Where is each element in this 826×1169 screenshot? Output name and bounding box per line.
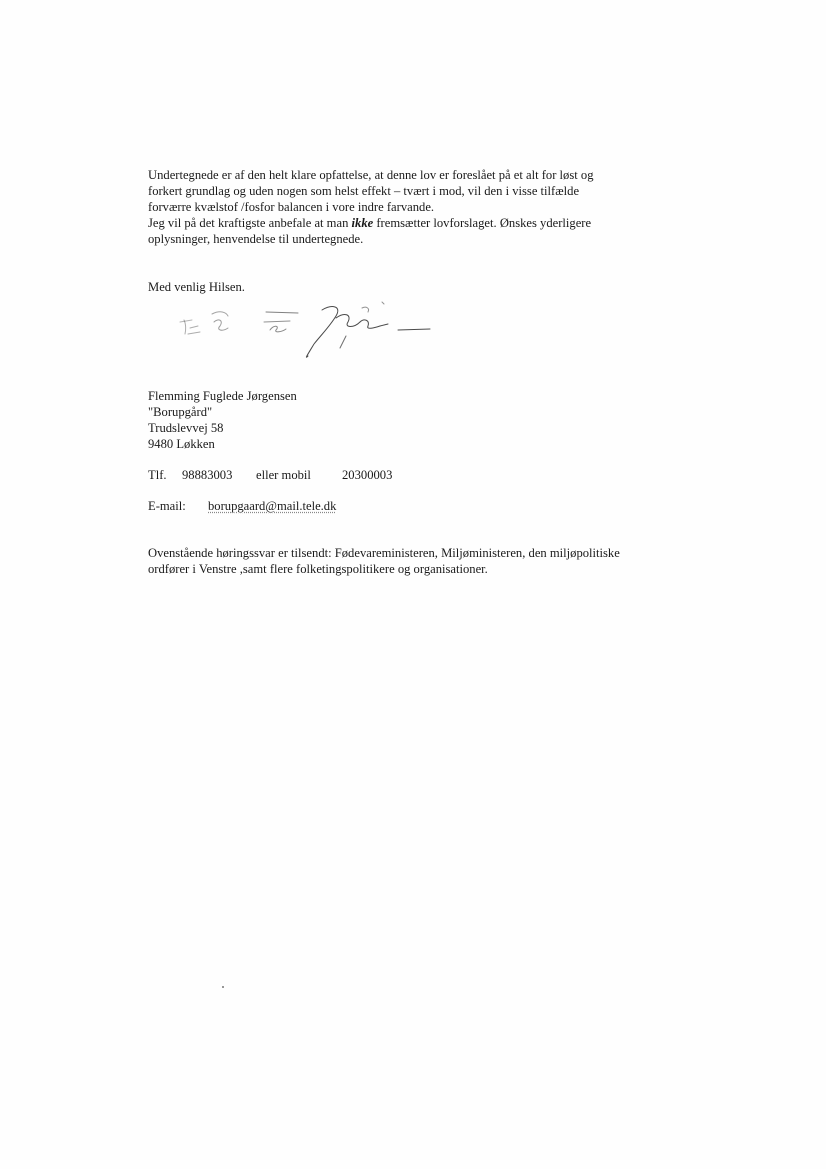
mobile-number: 20300003	[342, 468, 393, 482]
phone-number: 98883003	[182, 468, 233, 482]
handwritten-signature	[176, 298, 436, 366]
distribution-note	[148, 545, 620, 577]
phone-line	[148, 467, 392, 483]
opinion-paragraph	[148, 167, 594, 247]
mobile-label: eller mobil	[256, 468, 311, 482]
emphasis-ikke: ikke	[351, 216, 374, 230]
paragraph-line: oplysninger, henvendelse til undertegnede.	[148, 232, 364, 246]
sender-street: Trudslevvej 58	[148, 421, 224, 435]
phone-label: Tlf.	[148, 468, 167, 482]
recommendation-text-start: Jeg vil på det kraftigste anbefale at man	[148, 216, 352, 230]
paragraph-line: Undertegnede er af den helt klare opfattelse, at denne lov er foreslået på et alt for løst og	[148, 168, 594, 182]
sender-farm: "Borupgård"	[148, 405, 213, 419]
email-label: E-mail:	[148, 499, 186, 513]
closing-greeting: Med venlig Hilsen.	[148, 280, 245, 294]
recommendation-text-end: fremsætter lovforslaget. Ønskes yderligere	[373, 216, 592, 230]
sender-city: 9480 Løkken	[148, 437, 215, 451]
email-address[interactable]: borupgaard@mail.tele.dk	[208, 499, 337, 513]
recommendation-line	[148, 215, 594, 231]
sender-name: Flemming Fuglede Jørgensen	[148, 389, 297, 403]
paragraph-line: forkert grundlag og uden nogen som helst effekt – tvært i mod, vil den i visse tilfælde	[148, 184, 580, 198]
distribution-line: ordfører i Venstre ,samt flere folketingspolitikere og organisationer.	[148, 562, 488, 576]
paragraph-line: forværre kvælstof /fosfor balancen i vore indre farvande.	[148, 200, 435, 214]
sender-address	[148, 388, 297, 452]
scan-speck	[222, 986, 224, 988]
distribution-line: Ovenstående høringssvar er tilsendt: Fødevareministeren, Miljøministeren, den miljøpolitiske	[148, 546, 620, 560]
email-line	[148, 498, 336, 514]
